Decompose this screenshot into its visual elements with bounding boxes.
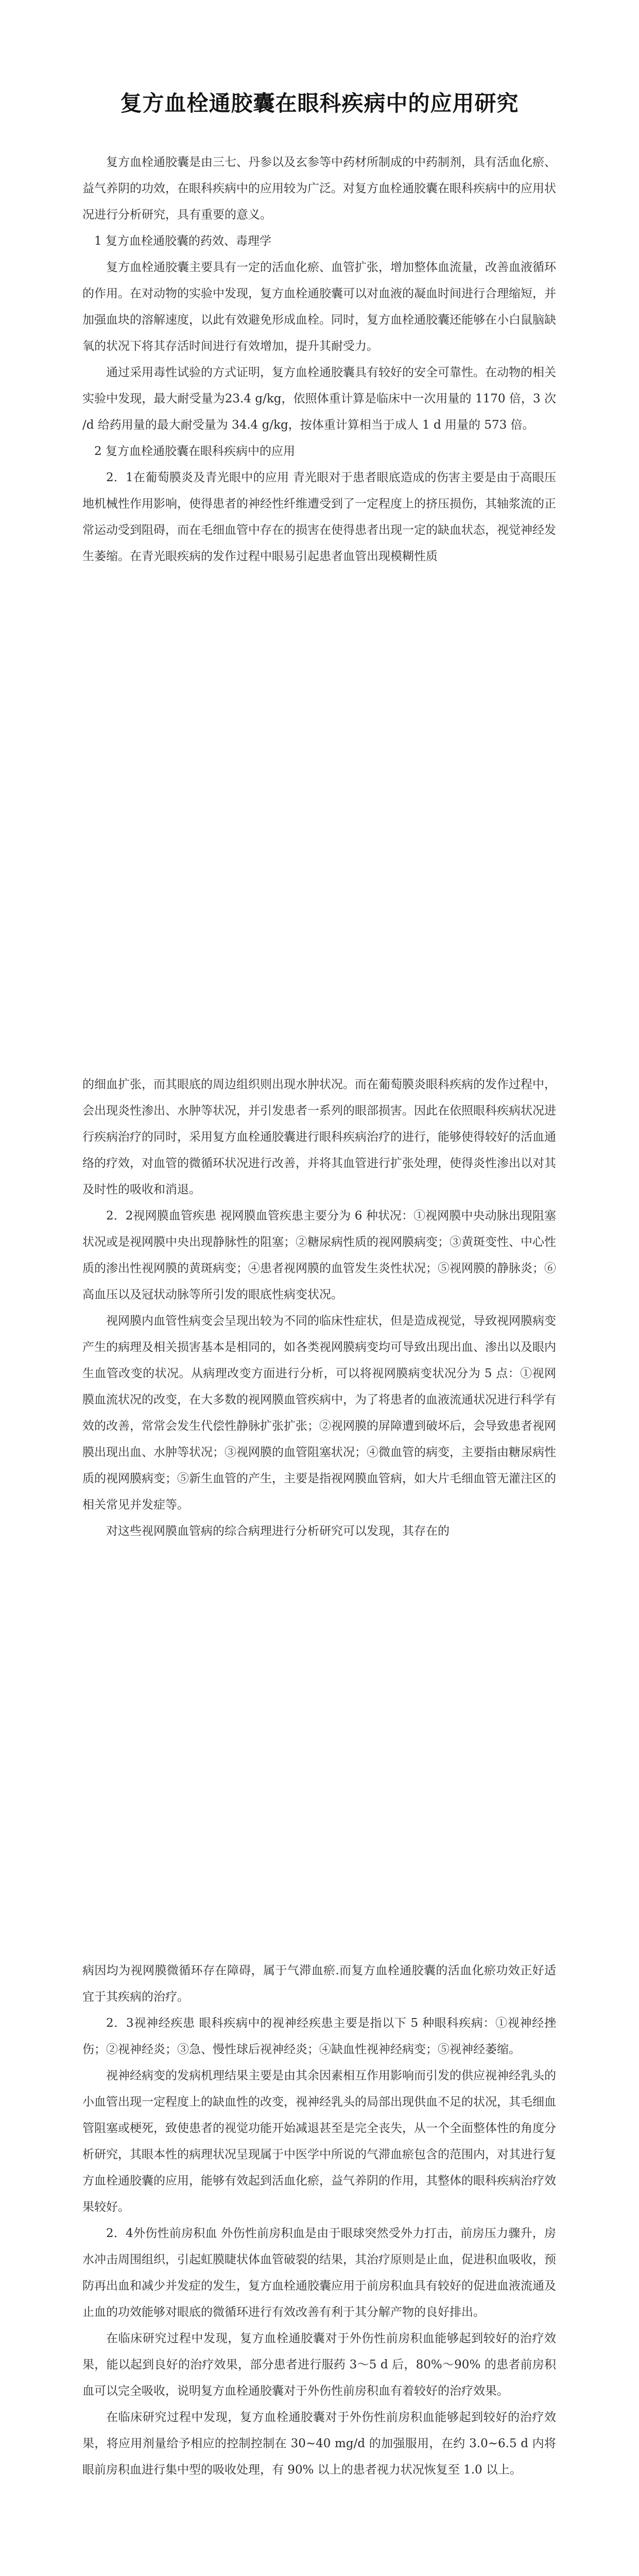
paragraph: 2．4外伤性前房积血 外伤性前房积血是由于眼球突然受外力打击，前房压力骤升，房水冲击周围组织，引起虹膜睫状体血管破裂的结果，其治疗原则是止血，促进积血吸收，预防再出血和减少并发症的发生，复方血栓通胶囊应用于前房积血具有较好的促进血液流通及止血的功效能够对眼底的微循环进行有效改善有利于其分解产物的良好排出。 [82, 2227, 556, 2319]
text-block-1 [82, 149, 556, 570]
paragraph: 2．1在葡萄膜炎及青光眼中的应用 青光眼对于患者眼底造成的伤害主要是由于高眼压地机械性作用影响，使得患者的神经性纤维遭受到了一定程度上的挤压损伤，其轴浆流的正常运动受到阻碍，而在毛细血管中存在的损害在使得患者出现一定的缺血状态，视觉神经发生萎缩。在青光眼疾病的发作过程中眼易引起患者血管出现模糊性质 [82, 471, 556, 563]
paragraph: 复方血栓通胶囊是由三七、丹参以及玄参等中药材所制成的中药制剂，具有活血化瘀、益气养阴的功效，在眼科疾病中的应用较为广泛。对复方血栓通胶囊在眼科疾病中的应用状况进行分析研究，具有重要的意义。 [82, 156, 556, 222]
paragraph: 通过采用毒性试验的方式证明，复方血栓通胶囊具有较好的安全可靠性。在动物的相关实验中发现，最大耐受量为23.4 g/kg，依照体重计算是临床中一次用量的 1170 倍，3 次 /d 给药用量的最大耐受量为 34.4 g/kg，按体重计算相当于成人 1 d 用量的 573 倍。 [82, 366, 556, 432]
paragraph: 2．2视网膜血管疾患 视网膜血管疾患主要分为 6 种状况：①视网膜中央动脉出现阻塞状况或是视网膜中央出现静脉性的阻塞；②糖尿病性质的视网膜病变；③黄斑变性、中心性质的渗出性视网膜的黄斑病变；④患者视网膜的血管发生炎性状况；⑤视网膜的静脉炎；⑥高血压以及冠状动脉等所引发的眼底性病变状况。 [82, 1209, 556, 1301]
text-block-2 [82, 1072, 556, 1545]
page-title: 复方血栓通胶囊在眼科疾病中的应用研究 [120, 91, 519, 116]
paragraph: 复方血栓通胶囊主要具有一定的活血化瘀、血管扩张，增加整体血流量，改善血液循环的作用。在对动物的实验中发现，复方血栓通胶囊可以对血液的凝血时间进行合理缩短，并加强血块的溶解速度，以此有效避免形成血栓。同时，复方血栓通胶囊还能够在小白鼠脑缺氧的状况下将其存活时间进行有效增加，提升其耐受力。 [82, 261, 556, 353]
paragraph: 在临床研究过程中发现，复方血栓通胶囊对于外伤性前房积血能够起到较好的治疗效果，能以起到良好的治疗效果，部分患者进行服药 3～5 d 后，80%～90% 的患者前房积血可以完全吸收，说明复方血栓通胶囊对于外伤性前房积血有着较好的治疗效果。 [82, 2332, 556, 2398]
paragraph: 的细血扩张，而其眼底的周边组织则出现水肿状况。而在葡萄膜炎眼科疾病的发作过程中，会出现炎性渗出、水肿等状况，并引发患者一系列的眼部损害。因此在依照眼科疾病状况进行疾病治疗的同时，采用复方血栓通胶囊进行眼科疾病治疗的进行，能够使得较好的活血通络的疗效，对血管的微循环状况进行改善，并将其血管进行扩张处理，使得炎性渗出以对其及时性的吸收和消退。 [82, 1078, 556, 1196]
paragraph: 视网膜内血管性病变会呈现出较为不同的临床性症状，但是造成视觉，导致视网膜病变产生的病理及相关损害基本是相同的，如各类视网膜病变均可导致出现出血、渗出以及眼内生血管改变的状况。从病理改变方面进行分析，可以将视网膜病变状况分为 5 点：①视网膜血流状况的改变，在大多数的视网膜血管疾病中，为了将患者的血液流通状况进行科学有效的改善，常常会发生代偿性静脉扩张扩张；②视网膜的屏障遭到破坏后，会导致患者视网膜出现出血、水肿等状况；③视网膜的血管阻塞状况；④微血管的病变，主要指由糖尿病性质的视网膜病变；⑤新生血管的产生，主要是指视网膜血管病，如大片毛细血管无灌注区的相关常见并发症等。 [82, 1314, 556, 1512]
section-heading: 2 复方血栓通胶囊在眼科疾病中的应用 [94, 445, 295, 458]
paragraph: 对这些视网膜血管病的综合病理进行分析研究可以发现，其存在的 [106, 1524, 450, 1538]
section-heading: 1 复方血栓通胶囊的药效、毒理学 [94, 234, 271, 248]
paragraph: 视神经病变的发病机理结果主要是由其余因素相互作用影响而引发的供应视神经乳头的小血管出现一定程度上的缺血性的改变，视神经乳头的局部出现供血不足的状况，其毛细血管阻塞或梗死，致使患者的视觉功能开始减退甚至是完全丧失，从一个全面整体性的角度分析研究，其眼本性的病理状况呈现属于中医学中所说的气滞血瘀包含的范围内，对其进行复方血栓通胶囊的应用，能够有效起到活血化瘀，益气养阴的作用，其整体的眼科疾病治疗效果较好。 [82, 2069, 556, 2214]
paragraph: 病因均为视网膜微循环存在障碍，属于气滞血瘀.而复方血栓通胶囊的活血化瘀功效正好适宜于其疾病的治疗。 [82, 1964, 556, 2004]
text-block-3 [82, 1958, 556, 2483]
paragraph: 2．3视神经疾患 眼科疾病中的视神经疾患主要是指以下 5 种眼科疾病：①视神经挫伤；②视神经炎；③急、慢性球后视神经炎；④缺血性视神经病变；⑤视神经萎缩。 [82, 2016, 556, 2056]
paragraph: 在临床研究过程中发现，复方血栓通胶囊对于外伤性前房积血能够起到较好的治疗效果，将应用剂量给予相应的控制控制在 30~40 mg/d 的加强服用，在约 3.0~6.5 d 内将眼前房积血进行集中型的吸收处理，有 90% 以上的患者视力状况恢复至 1.0 以上。 [82, 2411, 556, 2477]
